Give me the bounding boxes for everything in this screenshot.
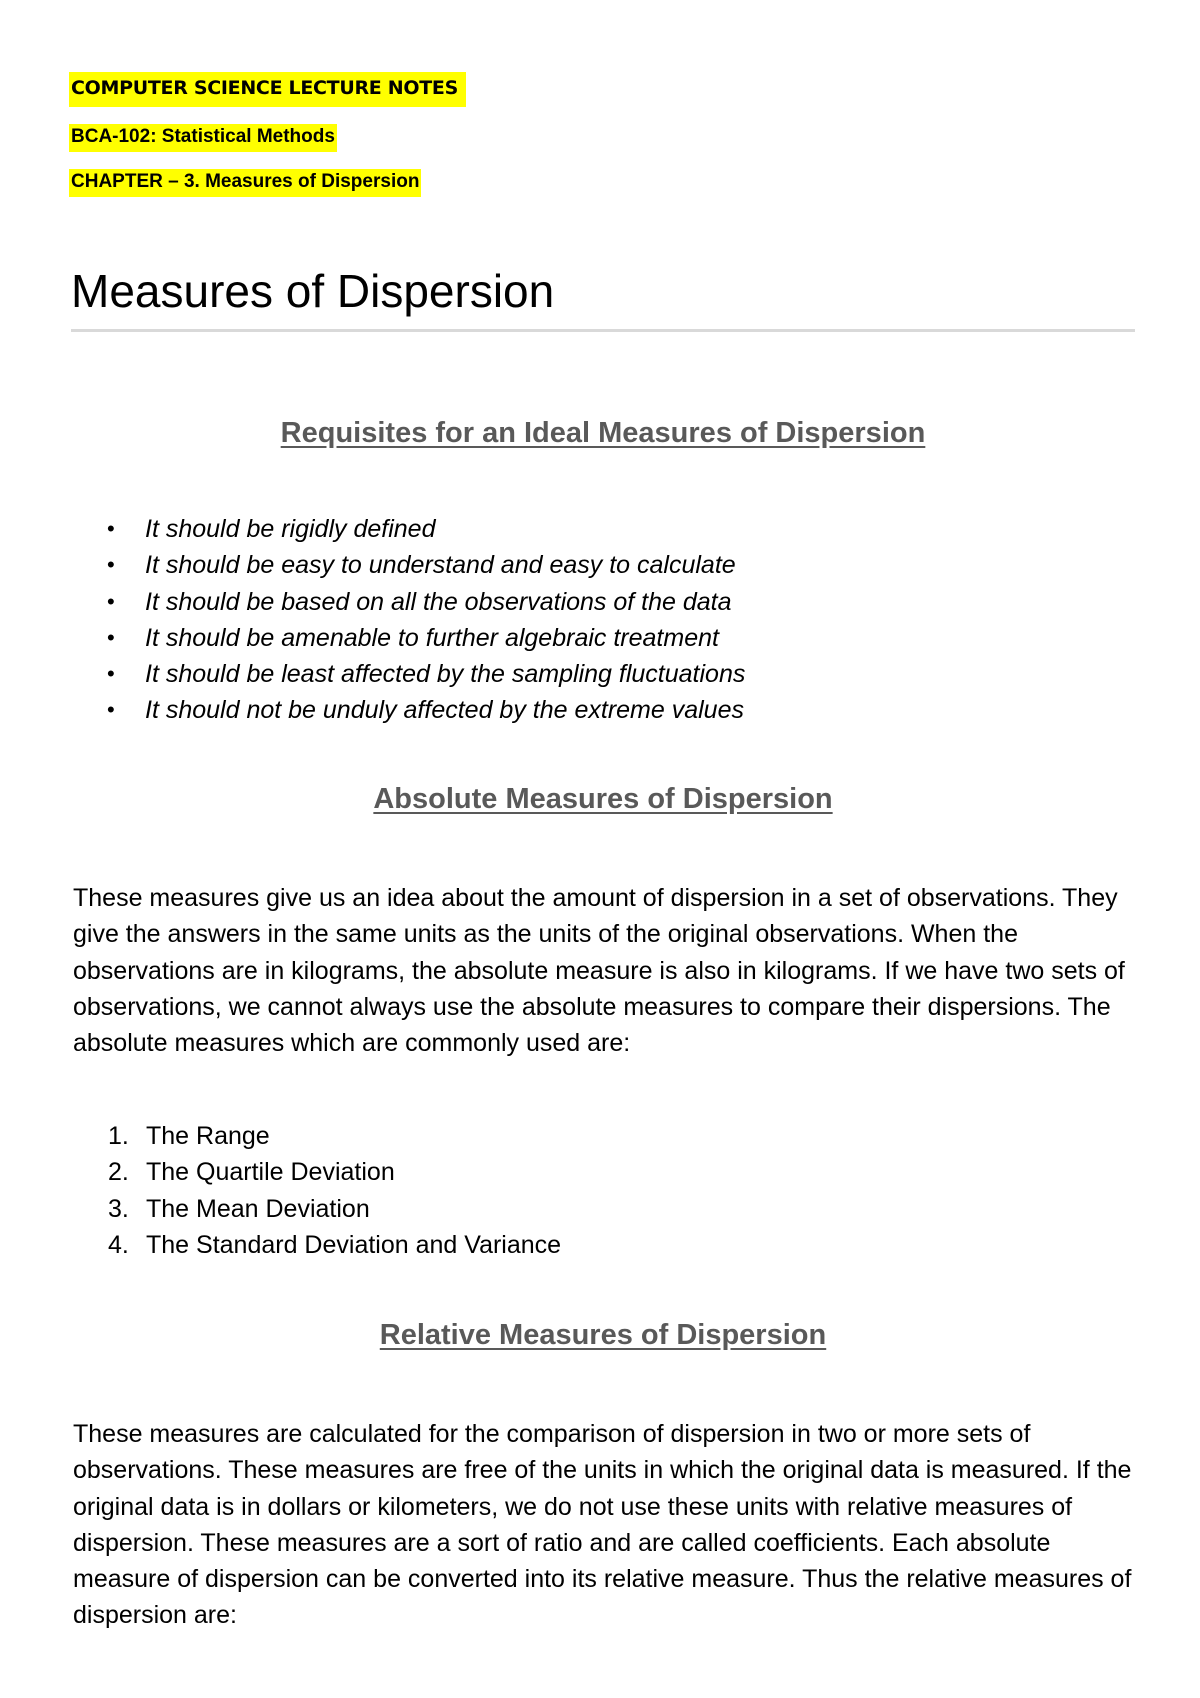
- bullet-icon: •: [107, 552, 115, 578]
- list-item: • It should be amenable to further algebraic treatment: [100, 620, 745, 656]
- course-label: BCA-102: Statistical Methods: [69, 124, 337, 152]
- requisites-list: [100, 511, 745, 729]
- page-title: Measures of Dispersion: [71, 265, 555, 317]
- list-item: • It should be rigidly defined: [100, 511, 745, 547]
- list-item: • It should not be unduly affected by the extreme values: [100, 692, 745, 728]
- absolute-measures-list: [108, 1118, 561, 1263]
- title-divider: [71, 329, 1135, 332]
- list-item: 3. The Mean Deviation: [108, 1194, 370, 1223]
- list-item: 4. The Standard Deviation and Variance: [108, 1230, 562, 1259]
- bullet-icon: •: [107, 624, 115, 650]
- chapter-label: CHAPTER – 3. Measures of Dispersion: [69, 169, 421, 197]
- bullet-icon: •: [107, 588, 115, 614]
- list-item: • It should be based on all the observations of the data: [100, 584, 745, 620]
- relative-paragraph: These measures are calculated for the comparison of dispersion in two or more sets of observations. These measures are free of the units in which the original data is measured. If the original data is in dollars or kilometers, we do not use these units with relative measures of dispersion. These measures are a sort of ratio and are called coefficients. Each absolute measure of dispersion can be converted into its relative measure. Thus the relative measures of dispersion are:: [73, 1420, 1132, 1630]
- list-item: 1. The Range: [108, 1122, 270, 1150]
- list-item: 2. The Quartile Deviation: [108, 1158, 395, 1187]
- list-item: • It should be easy to understand and easy to calculate: [100, 547, 745, 583]
- bullet-icon: •: [107, 516, 115, 541]
- absolute-heading: Absolute Measures of Dispersion: [373, 783, 833, 815]
- absolute-paragraph: These measures give us an idea about the amount of dispersion in a set of observations. They give the answers in the same units as the units of the original observations. When the observations are in kilograms, the absolute measure is also in kilograms. If we have two sets of observations, we cannot always use the absolute measures to compare their dispersions. The absolute measures which are commonly used are:: [73, 884, 1125, 1058]
- requisites-heading: Requisites for an Ideal Measures of Dispersion: [280, 417, 926, 449]
- bullet-icon: •: [107, 697, 115, 723]
- relative-heading: Relative Measures of Dispersion: [379, 1319, 827, 1351]
- bullet-icon: •: [107, 661, 115, 687]
- list-item: • It should be least affected by the sampling fluctuations: [100, 656, 745, 692]
- lecture-notes-label: COMPUTER SCIENCE LECTURE NOTES: [69, 72, 466, 107]
